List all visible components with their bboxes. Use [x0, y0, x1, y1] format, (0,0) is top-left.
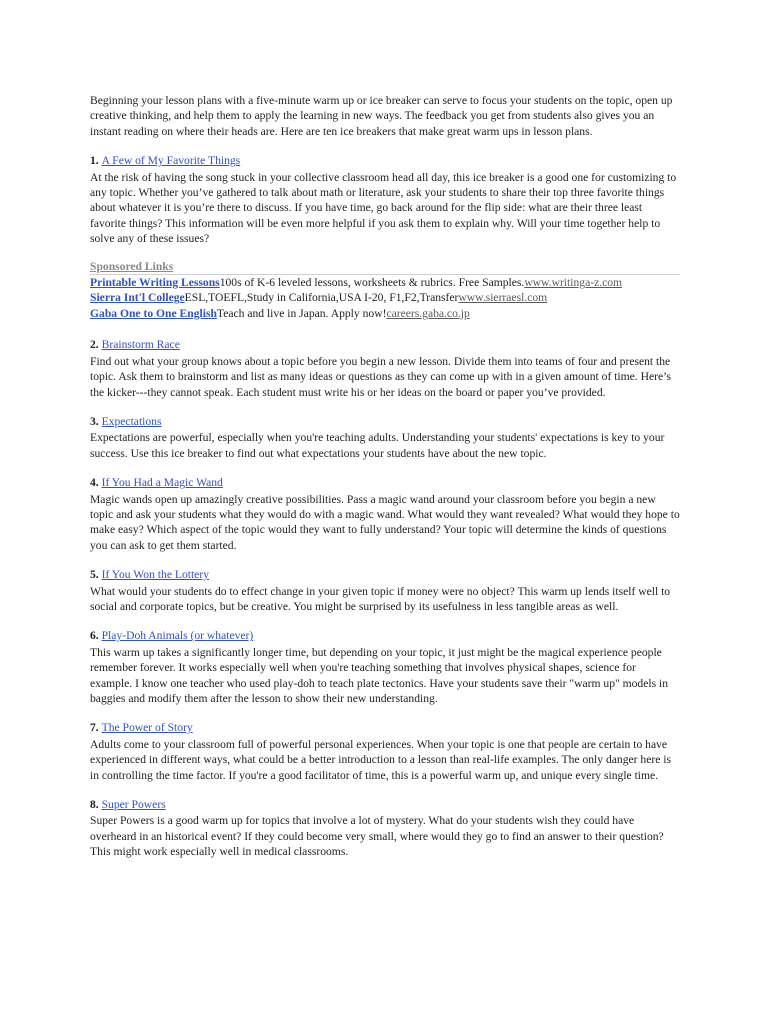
section-6: [90, 628, 680, 706]
section-heading: [90, 414, 680, 429]
section-body: This warm up takes a significantly longer time, but depending on your topic, it just might be the magical experience people remember forever. It works especially well when you're teaching something that involves physical shapes, science for example. I know one teacher who used play-doh to teach plate tectonics. Have your students save their "warm up" models in baggies and modify them after the lesson to show their new understanding.: [90, 645, 669, 705]
sponsored-link-text: 100s of K-6 leveled lessons, worksheets & rubrics. Free Samples.: [219, 276, 525, 290]
section-number: 4.: [90, 476, 99, 490]
sponsored-link-row: [90, 275, 680, 290]
section-number: 8.: [90, 798, 99, 812]
sponsored-link-url[interactable]: www.writinga-z.com: [524, 276, 623, 290]
section-number: 7.: [90, 721, 99, 735]
section-body: What would your students do to effect change in your given topic if money were no object? This warm up lends itself well to social and corporate topics, but be creative. You might be surprised by its usefulness in less tangible areas as well.: [90, 584, 671, 613]
section-heading: [90, 628, 680, 643]
sponsored-link-name[interactable]: Gaba One to One English: [90, 306, 217, 320]
section-body: Magic wands open up amazingly creative possibilities. Pass a magic wand around your classroom before you begin a new topic and ask your students what they would do with a magic wand. What would they want revealed? What would they hope to make easy? Which aspect of the topic would they want to fully understand? Your topic will determine the kinds of questions you can ask to get them started.: [90, 492, 680, 552]
section-heading: [90, 797, 680, 812]
sponsored-link-text: Teach and live in Japan. Apply now!: [216, 306, 387, 320]
section-heading: [90, 153, 680, 168]
sponsored-link-row: [90, 290, 680, 305]
section-number: 2.: [90, 338, 99, 352]
sponsored-link-row: [90, 306, 680, 321]
sponsored-links-title: Sponsored Links: [90, 259, 680, 275]
section-number: 1.: [90, 154, 99, 168]
sponsored-links-block: [90, 259, 680, 322]
sponsored-link-text: ESL,TOEFL,Study in California,USA I-20, F1,F2,Transfer: [184, 291, 459, 305]
section-title-link[interactable]: If You Had a Magic Wand: [101, 476, 223, 490]
section-number: 3.: [90, 414, 99, 428]
section-1: [90, 153, 680, 246]
document-page: [90, 93, 680, 874]
sponsored-link-url[interactable]: www.sierraesl.com: [458, 291, 548, 305]
intro-paragraph: Beginning your lesson plans with a five-minute warm up or ice breaker can serve to focus your students on the topic, open up creative thinking, and help them to apply the learning in new ways. The feedback you get from students also gives you an instant reading on where their heads are. Here are ten ice breakers that make great warm ups in lesson plans.: [90, 94, 673, 138]
sponsored-link-name[interactable]: Printable Writing Lessons: [90, 276, 220, 290]
sponsored-link-name[interactable]: Sierra Int'l College: [90, 291, 185, 305]
section-2: [90, 337, 680, 400]
section-title-link[interactable]: The Power of Story: [101, 721, 193, 735]
section-body: Adults come to your classroom full of powerful personal experiences. When your topic is one that people are certain to have experienced in different ways, what could be a better introduction to a lesson than real-life examples. The only danger here is in controlling the time factor. If you're a good facilitator of time, this is a powerful warm up, and unique every single time.: [90, 737, 671, 782]
section-heading: [90, 337, 680, 352]
section-title-link[interactable]: Brainstorm Race: [101, 338, 180, 352]
section-5: [90, 567, 680, 614]
section-title-link[interactable]: Play-Doh Animals (or whatever): [101, 629, 254, 643]
section-heading: [90, 475, 680, 490]
section-body: Expectations are powerful, especially when you're teaching adults. Understanding your students' expectations is key to your success. Use this ice breaker to find out what expectations your students have about the new topic.: [90, 431, 665, 460]
section-3: [90, 414, 680, 461]
section-title-link[interactable]: Expectations: [101, 414, 162, 428]
section-body: Super Powers is a good warm up for topics that involve a lot of mystery. What do your students wish they could have overheard in an historical event? If they could become very small, where would they go to find an answer to their question? This might work especially well in medical classrooms.: [90, 814, 664, 859]
section-title-link[interactable]: Super Powers: [101, 798, 166, 812]
section-heading: [90, 720, 680, 735]
section-number: 6.: [90, 629, 99, 643]
section-7: [90, 720, 680, 783]
section-heading: [90, 567, 680, 582]
section-number: 5.: [90, 568, 99, 582]
section-body: Find out what your group knows about a topic before you begin a new lesson. Divide them into teams of four and present the topic. Ask them to brainstorm and list as many ideas or questions as they can come up with in a given amount of time. Here’s the kicker---they cannot speak. Each student must write his or her ideas on the board or paper you’ve provided.: [90, 354, 671, 399]
section-4: [90, 475, 680, 553]
section-title-link[interactable]: If You Won the Lottery: [101, 568, 209, 582]
section-8: [90, 797, 680, 860]
section-body: At the risk of having the song stuck in your collective classroom head all day, this ice breaker is a good one for customizing to any topic. Whether you’ve gathered to talk about math or literature, ask your students to share their top three favorite things about whatever it is you’re there to discuss. If you have time, go back around for the flip side: what are their three least favorite things? This information will be even more helpful if you ask them to explain why. Will your time together help to solve any of these issues?: [90, 170, 677, 246]
sponsored-link-url[interactable]: careers.gaba.co.jp: [386, 306, 470, 320]
section-title-link[interactable]: A Few of My Favorite Things: [101, 154, 241, 168]
